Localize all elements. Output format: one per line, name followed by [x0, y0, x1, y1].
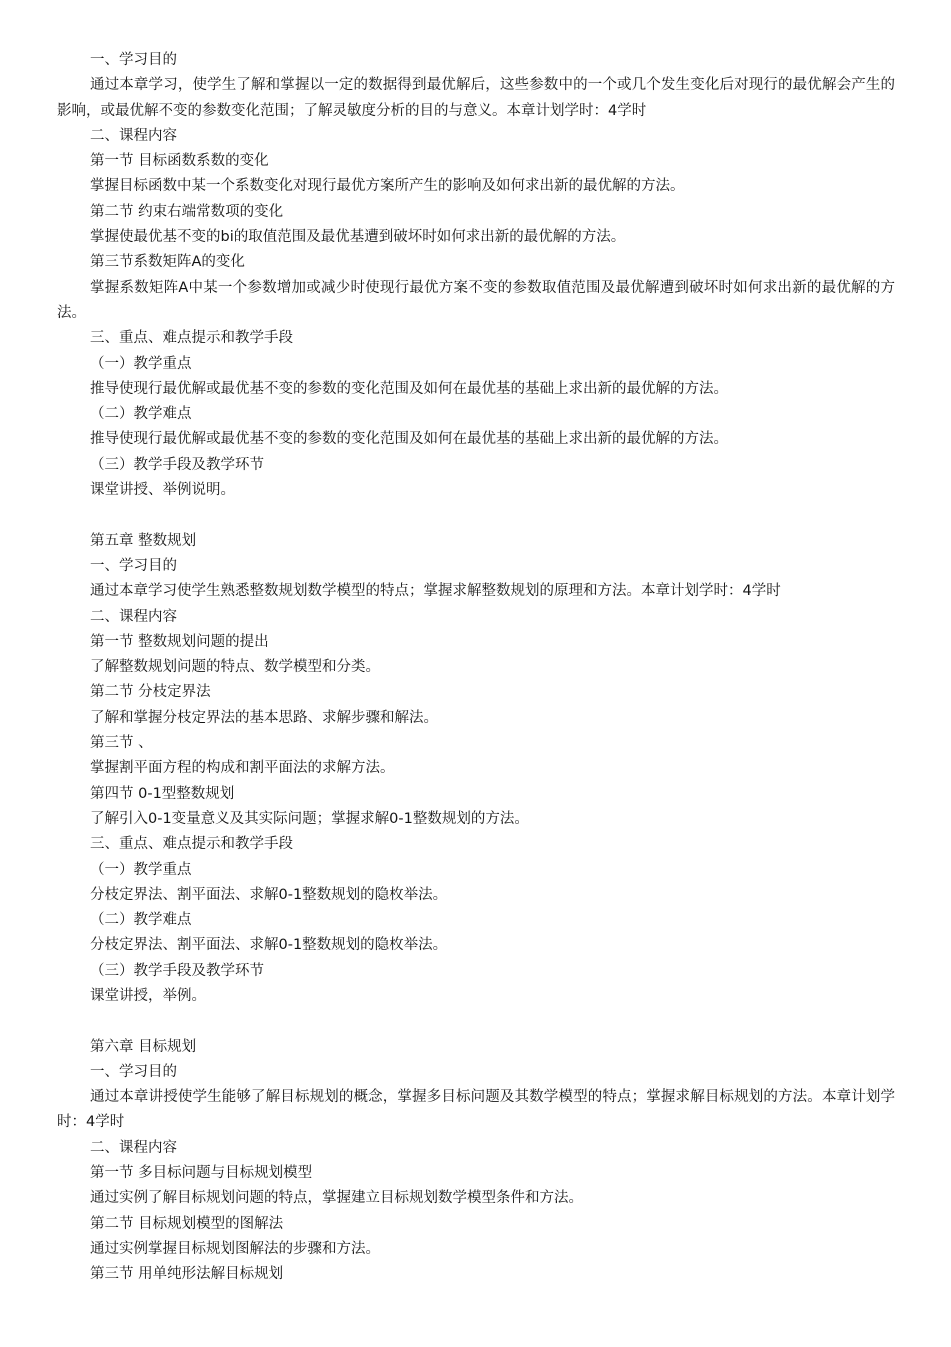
ch4-section1-title: 第一节 目标函数系数的变化 — [90, 153, 269, 170]
ch6-section2-text: 通过实例掌握目标规划图解法的步骤和方法。 — [90, 1240, 380, 1257]
ch5-difficulty-heading: （二）教学难点 — [90, 912, 192, 929]
ch6-section3-title: 第三节 用单纯形法解目标规划 — [90, 1266, 284, 1283]
ch5-method-text: 课堂讲授，举例。 — [90, 987, 206, 1004]
ch5-section4-title: 第四节 0-1型整数规划 — [90, 785, 235, 802]
ch6-section1-text: 通过实例了解目标规划问题的特点，掌握建立目标规划数学模型条件和方法。 — [90, 1190, 583, 1207]
ch4-section1-text: 掌握目标函数中某一个系数变化对现行最优方案所产生的影响及如何求出新的最优解的方法。 — [90, 178, 685, 195]
ch5-key-heading: 三、重点、难点提示和教学手段 — [90, 836, 293, 853]
ch5-difficulty-text: 分枝定界法、割平面法、求解0-1整数规划的隐枚举法。 — [90, 937, 448, 954]
ch5-section1-title: 第一节 整数规划问题的提出 — [90, 633, 269, 650]
ch5-content-heading: 二、课程内容 — [90, 608, 177, 625]
ch4-section3-text: 掌握系数矩阵A中某一个参数增加或减少时使现行最优方案不变的参数取值范围及最优解遭到破坏时如何求出新的最优解的方法。 — [57, 279, 895, 321]
ch5-title: 第五章 整数规划 — [90, 532, 197, 549]
spacer — [57, 1009, 895, 1034]
ch4-difficulty-heading: （二）教学难点 — [90, 406, 192, 423]
ch6-objective-heading: 一、学习目的 — [90, 1063, 177, 1080]
ch5-focus-text: 分枝定界法、割平面法、求解0-1整数规划的隐枚举法。 — [90, 886, 448, 903]
ch5-section3-title: 第三节 、 — [90, 735, 153, 752]
ch4-focus-heading: （一）教学重点 — [90, 355, 192, 372]
ch5-section2-text: 了解和掌握分枝定界法的基本思路、求解步骤和解法。 — [90, 709, 438, 726]
ch4-objective-text: 通过本章学习，使学生了解和掌握以一定的数据得到最优解后，这些参数中的一个或几个发生变化后对现行的最优解会产生的影响，或最优解不变的参数变化范围；了解灵敏度分析的目的与意义。本章计划学时：4学时 — [57, 77, 895, 119]
ch6-objective-text: 通过本章讲授使学生能够了解目标规划的概念，掌握多目标问题及其数学模型的特点；掌握求解目标规划的方法。本章计划学时：4学时 — [57, 1089, 895, 1131]
ch6-title: 第六章 目标规划 — [90, 1038, 197, 1055]
ch5-method-heading: （三）教学手段及教学环节 — [90, 962, 264, 979]
ch4-section2-title: 第二节 约束右端常数项的变化 — [90, 203, 284, 220]
ch5-section1-text: 了解整数规划问题的特点、数学模型和分类。 — [90, 659, 380, 676]
ch5-objective-text: 通过本章学习使学生熟悉整数规划数学模型的特点；掌握求解整数规划的原理和方法。本章计划学时：4学时 — [90, 583, 781, 600]
ch4-difficulty-text: 推导使现行最优解或最优基不变的参数的变化范围及如何在最优基的基础上求出新的最优解的方法。 — [90, 431, 728, 448]
ch5-section4-text: 了解引入0-1变量意义及其实际问题；掌握求解0-1整数规划的方法。 — [90, 810, 529, 827]
ch5-focus-heading: （一）教学重点 — [90, 861, 192, 878]
ch4-method-heading: （三）教学手段及教学环节 — [90, 456, 264, 473]
ch4-objective-heading: 一、学习目的 — [90, 52, 177, 68]
ch6-content-heading: 二、课程内容 — [90, 1139, 177, 1156]
ch4-focus-text: 推导使现行最优解或最优基不变的参数的变化范围及如何在最优基的基础上求出新的最优解的方法。 — [90, 380, 728, 397]
ch6-section2-title: 第二节 目标规划模型的图解法 — [90, 1215, 284, 1232]
ch5-section2-title: 第二节 分枝定界法 — [90, 684, 211, 701]
ch5-objective-heading: 一、学习目的 — [90, 557, 177, 574]
ch6-section1-title: 第一节 多目标问题与目标规划模型 — [90, 1165, 313, 1182]
document-body — [57, 48, 895, 1288]
ch4-content-heading: 二、课程内容 — [90, 127, 177, 144]
spacer — [57, 503, 895, 528]
ch4-key-heading: 三、重点、难点提示和教学手段 — [90, 330, 293, 347]
ch4-section3-title: 第三节系数矩阵A的变化 — [90, 254, 245, 271]
ch5-section3-text: 掌握割平面方程的构成和割平面法的求解方法。 — [90, 760, 395, 777]
ch4-method-text: 课堂讲授、举例说明。 — [90, 482, 235, 499]
ch4-section2-text: 掌握使最优基不变的bi的取值范围及最优基遭到破坏时如何求出新的最优解的方法。 — [90, 229, 626, 246]
